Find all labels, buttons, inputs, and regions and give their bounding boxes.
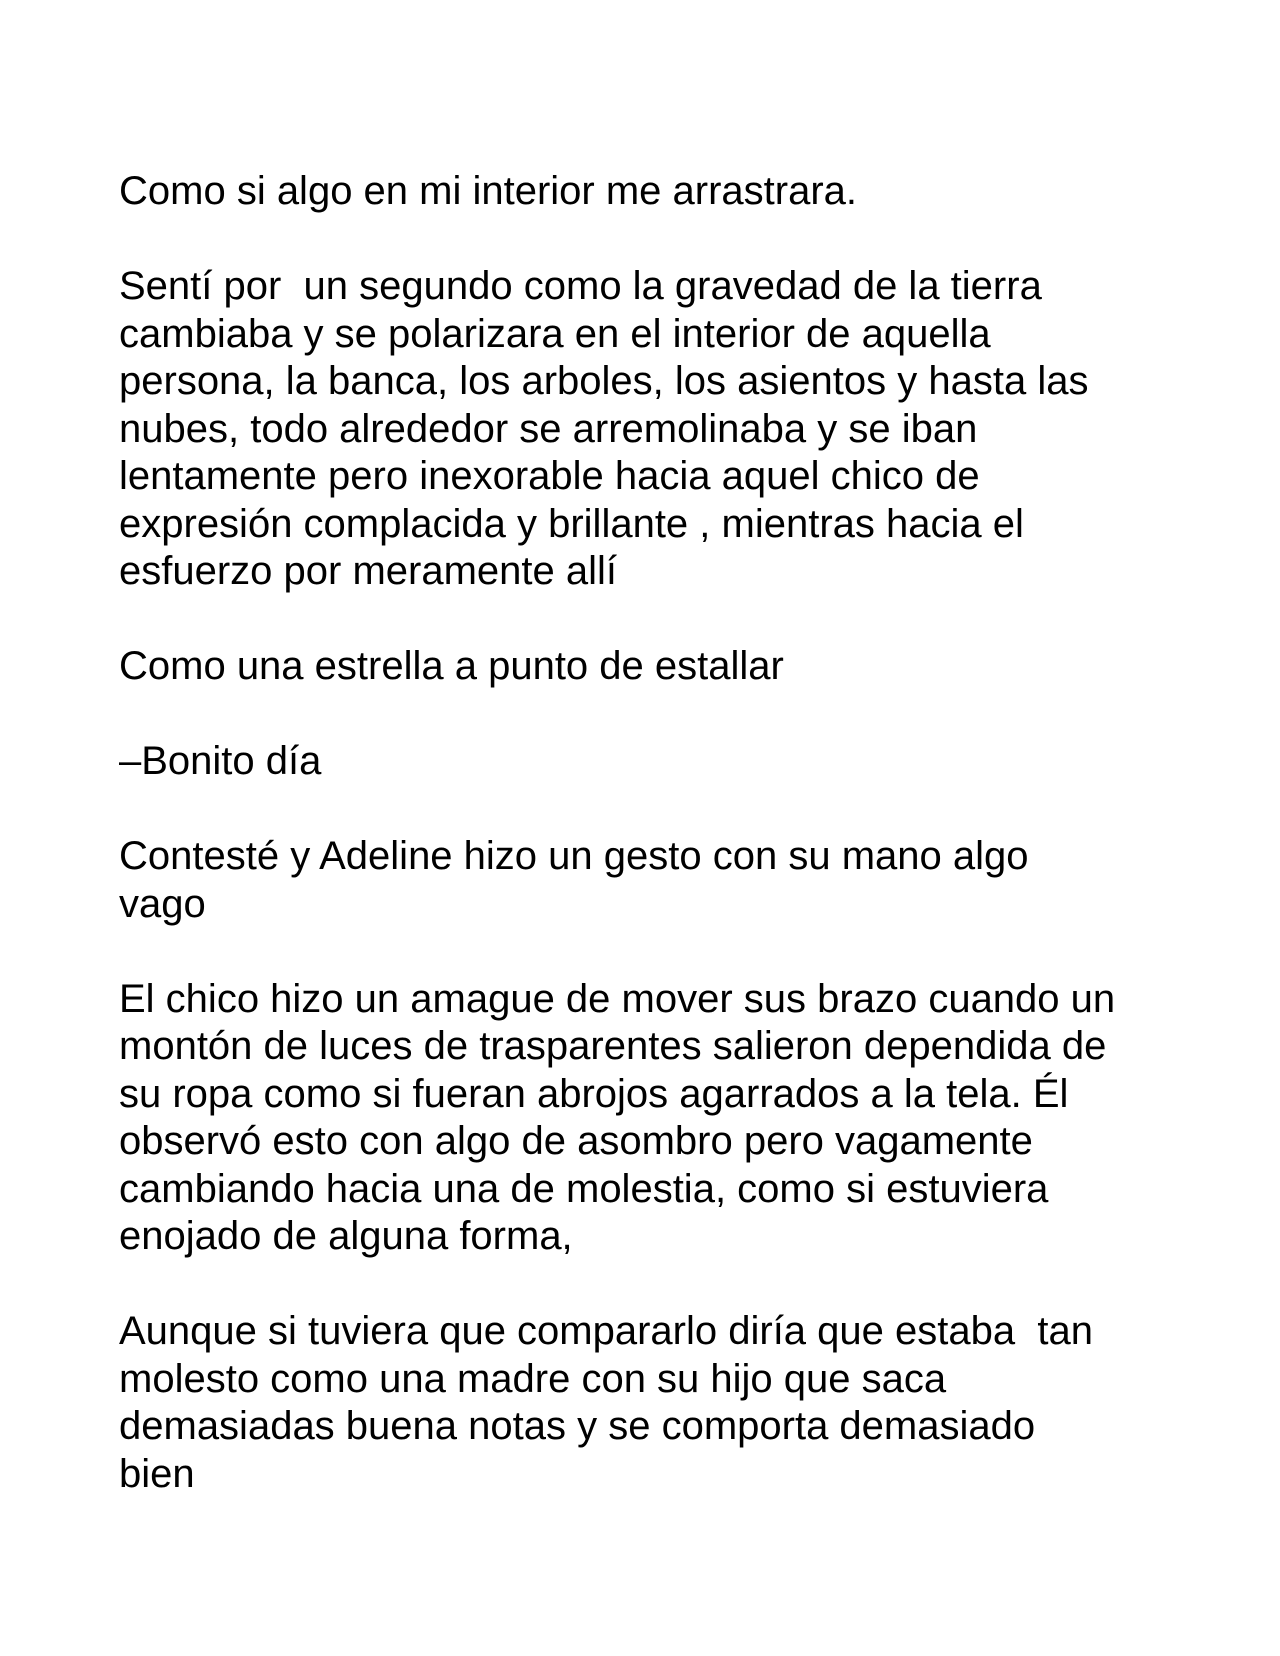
paragraph-4: –Bonito día <box>119 739 322 783</box>
paragraph-5: Contesté y Adeline hizo un gesto con su mano algo vago <box>119 834 1029 926</box>
paragraph-1: Como si algo en mi interior me arrastrara. <box>119 169 858 213</box>
document-body <box>119 168 1219 1498</box>
paragraph-2: Sentí por un segundo como la gravedad de la tierra cambiaba y se polarizara en el interior de aquella persona, la banca, los arboles, los asientos y hasta las nubes, todo alrededor se arremolinaba y se iban lentamente pero inexorable hacia aquel chico de expresión complacida y brillante , mientras hacia el esfuerzo por meramente allí <box>119 264 1089 593</box>
paragraph-3: Como una estrella a punto de estallar <box>119 644 784 688</box>
paragraph-7: Aunque si tuviera que compararlo diría que estaba tan molesto como una madre con su hijo que saca demasiadas buena notas y se comporta demasiado bien <box>119 1309 1093 1496</box>
paragraph-6: El chico hizo un amague de mover sus brazo cuando un montón de luces de trasparentes salieron dependida de su ropa como si fueran abrojos agarrados a la tela. Él observó esto con algo de asombro pero vagamente cambiando hacia una de molestia, como si estuviera enojado de alguna forma, <box>119 976 1116 1258</box>
